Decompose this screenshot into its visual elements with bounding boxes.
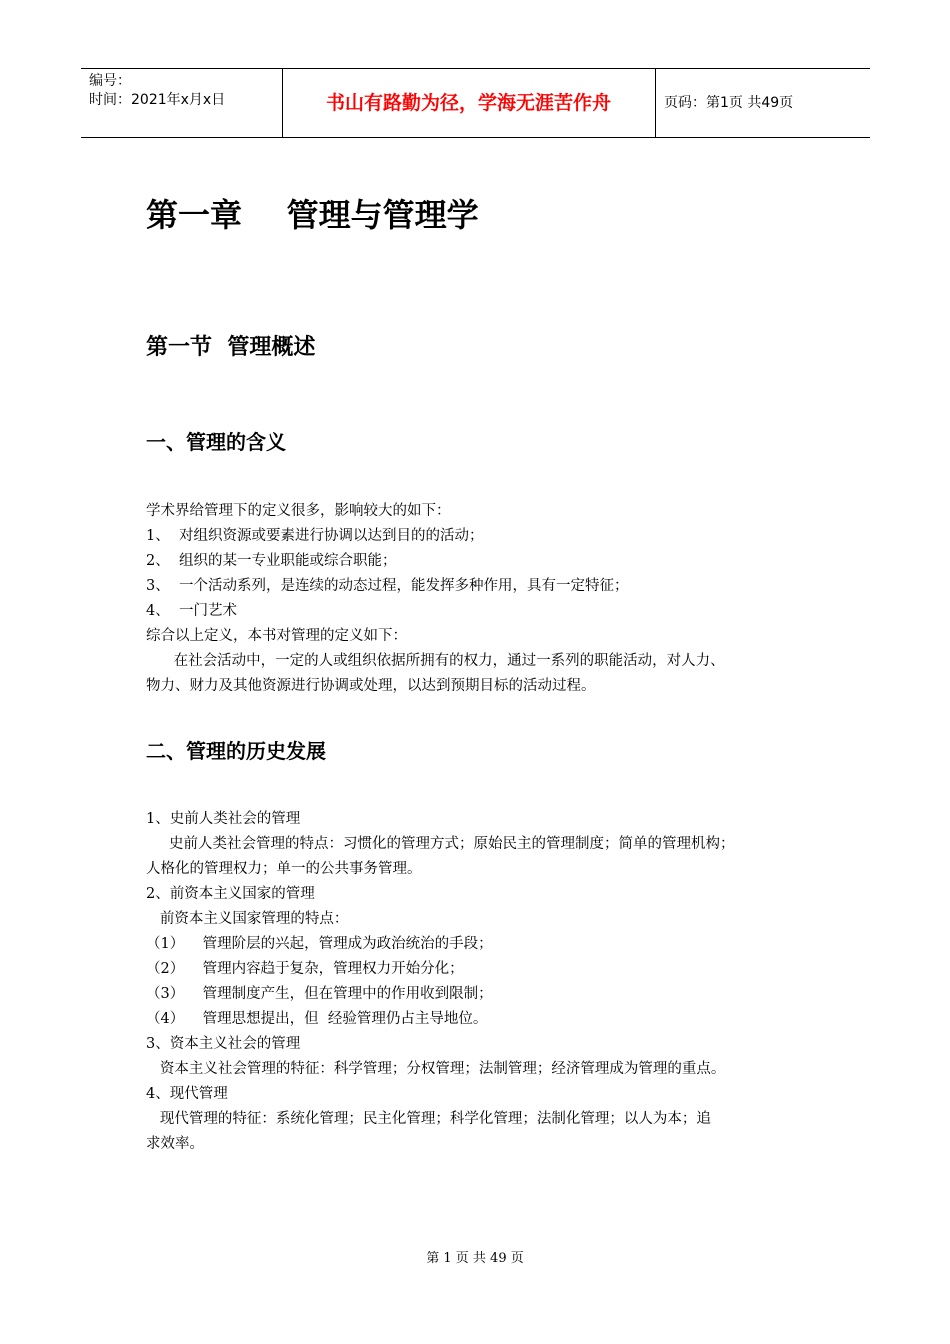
part1-line: 综合以上定义，本书对管理的定义如下： xyxy=(146,628,407,644)
part1-line: 学术界给管理下的定义很多，影响较大的如下： xyxy=(146,503,451,519)
header-date-label: 时间：2021年x月x日 xyxy=(89,92,226,108)
section-title: 第一节 管理概述 xyxy=(146,335,316,360)
page-footer: 第 1 页 共 49 页 xyxy=(426,1251,524,1266)
part2-line: （1） 管理阶层的兴起，管理成为政治统治的手段； xyxy=(146,936,493,952)
document-header xyxy=(81,68,870,138)
part1-line: 4、 一门艺术 xyxy=(146,603,237,619)
part2-line: （3） 管理制度产生，但在管理中的作用收到限制； xyxy=(146,986,493,1002)
part1-line: 物力、财力及其他资源进行协调或处理，以达到预期目标的活动过程。 xyxy=(146,678,596,694)
header-meta xyxy=(89,72,225,110)
header-number-label: 编号： xyxy=(89,73,131,89)
part1-line: 在社会活动中，一定的人或组织依据所拥有的权力，通过一系列的职能活动，对人力、 xyxy=(146,653,725,669)
part2-line: 前资本主义国家管理的特点： xyxy=(146,911,349,927)
part2-line: 3、资本主义社会的管理 xyxy=(146,1036,301,1052)
chapter-title: 第一章 管理与管理学 xyxy=(146,196,479,234)
part2-line: 4、现代管理 xyxy=(146,1086,228,1102)
header-page-label: 页码：第1页 共49页 xyxy=(664,95,794,111)
part2-line: 资本主义社会管理的特征：科学管理；分权管理；法制管理；经济管理成为管理的重点。 xyxy=(146,1061,726,1077)
part1-line: 2、 组织的某一专业职能或综合职能； xyxy=(146,553,397,569)
part2-heading: 二、管理的历史发展 xyxy=(146,739,326,763)
part2-line: （2） 管理内容趋于复杂，管理权力开始分化； xyxy=(146,961,464,977)
part2-line: 2、前资本主义国家的管理 xyxy=(146,886,315,902)
part1-line: 3、 一个活动系列，是连续的动态过程，能发挥多种作用，具有一定特征； xyxy=(146,578,629,594)
part2-line: 现代管理的特征：系统化管理；民主化管理；科学化管理；法制化管理；以人为本；追 xyxy=(146,1111,711,1127)
part2-line: 人格化的管理权力；单一的公共事务管理。 xyxy=(146,861,422,877)
header-divider xyxy=(655,69,656,137)
part2-line: 1、史前人类社会的管理 xyxy=(146,811,301,827)
header-motto: 书山有路勤为径，学海无涯苦作舟 xyxy=(325,92,611,114)
part1-line: 1、 对组织资源或要素进行协调以达到目的的活动； xyxy=(146,528,484,544)
part1-heading: 一、管理的含义 xyxy=(146,430,286,454)
part2-line: 求效率。 xyxy=(146,1136,204,1152)
part2-line: 史前人类社会管理的特点：习惯化的管理方式；原始民主的管理制度；简单的管理机构； xyxy=(146,836,735,852)
part2-line: （4） 管理思想提出，但 经验管理仍占主导地位。 xyxy=(146,1011,488,1027)
